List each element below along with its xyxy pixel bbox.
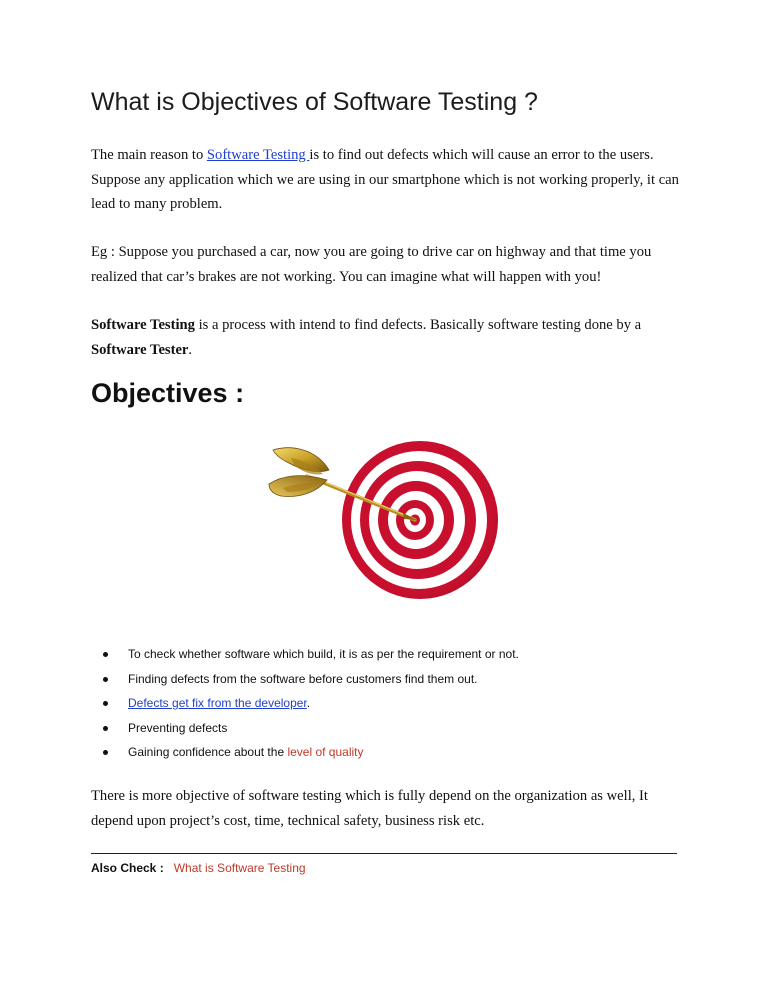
also-check-line bbox=[91, 859, 306, 877]
bullet-text: Preventing defects bbox=[128, 720, 228, 735]
bullet-icon bbox=[103, 652, 108, 657]
example-paragraph: Eg : Suppose you purchased a car, now you are going to drive car on highway and that time you realized that car’s brakes are not working. You can imagine what will happen with you! bbox=[91, 244, 652, 285]
level-of-quality-highlight: level of quality bbox=[287, 745, 364, 759]
list-item bbox=[91, 716, 519, 741]
bullet-text-suffix: . bbox=[306, 696, 311, 710]
definition-paragraph bbox=[91, 313, 691, 362]
target-board bbox=[342, 441, 498, 599]
what-is-software-testing-link[interactable]: What is Software Testing bbox=[173, 861, 306, 875]
closing-paragraph: There is more objective of software testing which is fully depend on the organization as well, It depend upon project’s cost, time, technical safety, business risk etc. bbox=[91, 788, 648, 829]
list-item bbox=[91, 691, 519, 716]
bullet-icon bbox=[103, 726, 108, 731]
defects-fix-link[interactable]: Defects get fix from the developer bbox=[128, 696, 307, 710]
also-check-label: Also Check : bbox=[91, 861, 164, 875]
intro-text-after: is to find out defects which will cause an error to the users. Suppose any application which we are using in our smartphone which is not working properly, it can lead to many problem. bbox=[91, 147, 679, 212]
page-title: What is Objectives of Software Testing ? bbox=[91, 88, 538, 116]
definition-middle: is a process with intend to find defects. Basically software testing done by a bbox=[194, 317, 642, 333]
intro-paragraph bbox=[91, 143, 691, 217]
bullet-text: Finding defects from the software before customers find them out. bbox=[128, 671, 478, 686]
list-item bbox=[91, 740, 519, 765]
bullet-icon bbox=[103, 677, 108, 682]
definition-end: . bbox=[188, 341, 193, 358]
definition-role: Software Tester bbox=[91, 341, 189, 358]
objectives-heading: Objectives : bbox=[91, 378, 245, 408]
bullet-icon bbox=[103, 750, 108, 755]
dart-target-image bbox=[265, 440, 505, 602]
objectives-list bbox=[91, 642, 519, 765]
definition-term: Software Testing bbox=[91, 317, 195, 333]
list-item bbox=[91, 642, 519, 667]
horizontal-divider bbox=[91, 853, 677, 854]
bullet-icon bbox=[103, 701, 108, 706]
bullet-text: Gaining confidence about the bbox=[128, 745, 288, 759]
list-item bbox=[91, 667, 519, 692]
software-testing-link[interactable]: Software Testing bbox=[206, 147, 310, 163]
intro-text-before: The main reason to bbox=[91, 147, 207, 163]
bullet-text: To check whether software which build, it is as per the requirement or not. bbox=[128, 647, 519, 661]
